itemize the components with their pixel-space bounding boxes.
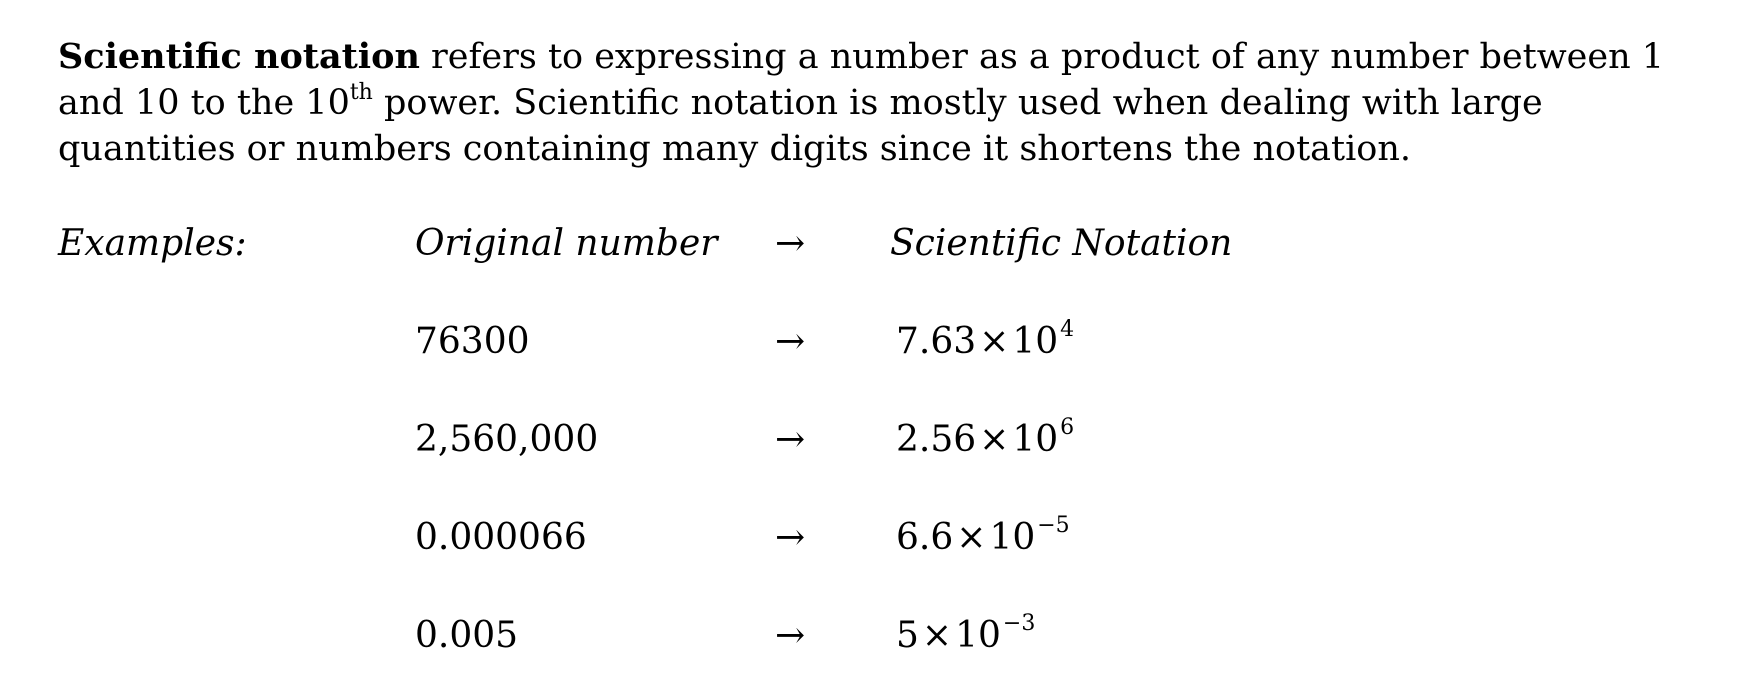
example-arrow: → (775, 321, 806, 362)
example-arrow: → (775, 419, 806, 460)
base: 10 (989, 517, 1036, 558)
base: 10 (1012, 419, 1059, 460)
example-scientific-value (896, 317, 1075, 364)
header-arrow: → (775, 223, 806, 264)
ordinal-superscript: th (349, 80, 373, 106)
times-sign: × (979, 419, 1010, 460)
example-arrow: → (775, 615, 806, 656)
example-arrow: → (775, 517, 806, 558)
mantissa: 6.6 (896, 517, 954, 558)
example-original-value: 0.000066 (415, 517, 587, 558)
defined-term: Scientific notation (58, 36, 420, 77)
exponent: −5 (1037, 513, 1070, 538)
mantissa: 5 (896, 615, 919, 656)
exponent: 4 (1060, 317, 1075, 342)
mantissa: 2.56 (896, 419, 977, 460)
base: 10 (1012, 321, 1059, 362)
examples-label: Examples: (58, 223, 247, 264)
exponent: 6 (1060, 415, 1075, 440)
definition-text-part-2: power. Scientific notation is mostly used when dealing with large quantities or numbers containing many digits since it shortens the notation. (58, 83, 1543, 169)
example-original-value: 2,560,000 (415, 419, 599, 460)
example-scientific-value (896, 513, 1070, 560)
header-scientific-notation: Scientific Notation (890, 223, 1233, 264)
exponent: −3 (1002, 611, 1036, 636)
header-original-number: Original number (415, 223, 718, 264)
mantissa: 7.63 (896, 321, 977, 362)
base: 10 (955, 615, 1001, 656)
example-original-value: 76300 (415, 321, 530, 362)
example-scientific-value (896, 415, 1075, 462)
definition-paragraph (58, 34, 1678, 172)
example-scientific-value (896, 611, 1036, 658)
times-sign: × (921, 615, 953, 656)
times-sign: × (979, 321, 1010, 362)
definition-text-part-1: refers to expressing a number as a product of any number between 1 and 10 to the 10 (58, 37, 1665, 123)
times-sign: × (956, 517, 987, 558)
example-original-value: 0.005 (415, 615, 519, 656)
